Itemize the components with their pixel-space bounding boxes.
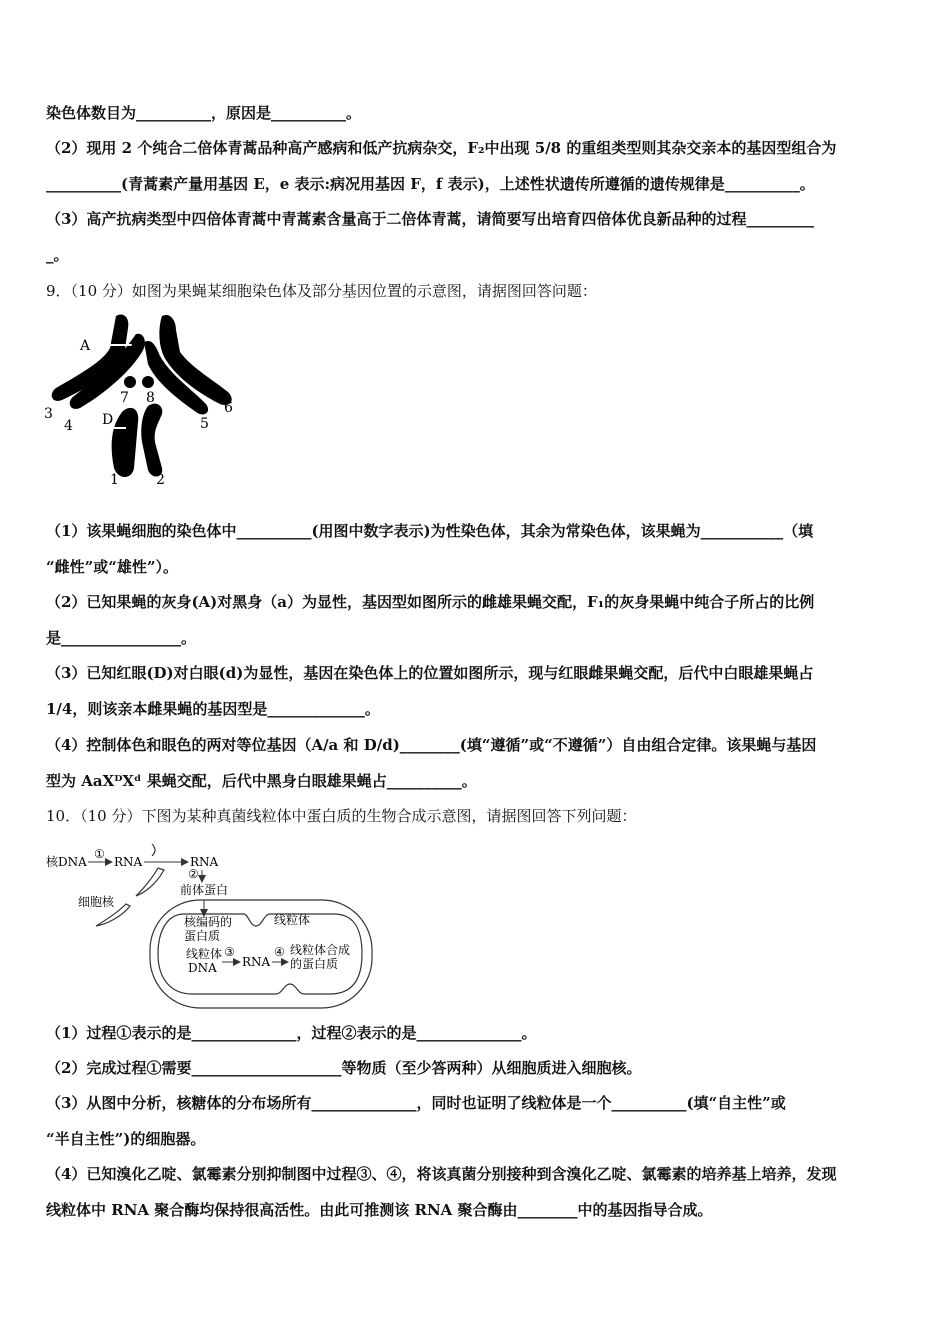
text-line: （2）现用 2 个纯合二倍体青蒿品种高产感病和低产抗病杂交，F₂中出现 5/8 的重组类型则其杂交亲本的基因型组合为 [46,139,837,157]
chromosome-figure [44,308,244,493]
step3-label: ③ [224,945,235,959]
q9-part3-line2: 1/4，则该亲本雌果蝇的基因型是_____________。 [46,700,380,718]
q10-part2: （2）完成过程①需要____________________等物质（至少答两种）从细胞质进入细胞核。 [46,1059,642,1077]
text-line: 染色体数目为__________，原因是__________。 [46,104,362,122]
chromosome-7 [124,376,136,388]
mito-dna-line2: DNA [188,961,217,975]
mito-protein-line2: 的蛋白质 [290,957,339,971]
label-2: 2 [156,472,165,488]
chromosome-8 [142,376,154,388]
label-3: 3 [44,406,53,422]
label-7: 7 [120,390,129,406]
label-4: 4 [64,418,73,434]
step4-label: ④ [274,945,285,959]
step1-label: ① [94,847,105,861]
label-6: 6 [224,400,233,416]
question-9-stem: 9．（10 分）如图为果蝇某细胞染色体及部分基因位置的示意图，请据图回答问题： [46,282,597,300]
mito-protein-line1: 线粒体合成 [290,943,351,957]
chromosome-2 [141,404,162,477]
step2-label: ② [188,867,199,881]
q9-part4-line2: 型为 AaXᴰXᵈ 果蝇交配，后代中黑身白眼雄果蝇占__________。 [46,772,477,790]
q10-part4-line1: （4）已知溴化乙啶、氯霉素分别抑制图中过程③、④，将该真菌分别接种到含溴化乙啶、氯霉素的培养基上培养，发现 [46,1165,837,1183]
q9-part4-line1: （4）控制体色和眼色的两对等位基因（A/a 和 D/d)________(填“遵循”或“不遵循”）自由组合定律。该果蝇与基因 [46,736,817,754]
label-8: 8 [146,390,155,406]
q10-part3-line1: （3）从图中分析，核糖体的分布场所有______________，同时也证明了线粒体是一个__________(填“自主性”或 [46,1094,786,1112]
rna1-label: RNA [114,855,143,869]
text-line: _。 [46,246,69,264]
chromosome-1 [112,408,139,477]
nucleus-label: 细胞核 [78,895,115,909]
q10-part3-line2: “半自主性”)的细胞器。 [46,1130,206,1148]
mitochondria-figure [44,842,374,1012]
mito-dna-line1: 线粒体 [186,947,223,961]
q10-part4-line2: 线粒体中 RNA 聚合酶均保持很高活性。由此可推测该 RNA 聚合酶由________中的基因指导合成。 [46,1201,713,1219]
label-1: 1 [110,472,119,488]
q9-part1-line1: （1）该果蝇细胞的染色体中__________(用图中数字表示)为性染色体，其余为常染色体，该果蝇为___________（填 [46,522,814,540]
precursor-protein-label: 前体蛋白 [180,883,229,897]
nuclear-dna-label: 核DNA [46,855,87,869]
gene-label-D: D [102,412,114,428]
q9-part1-line2: “雌性”或“雄性”）。 [46,558,179,576]
q9-part2-line2: 是________________。 [46,629,197,647]
q10-part1: （1）过程①表示的是______________，过程②表示的是______________。 [46,1024,537,1042]
gene-label-A: A [80,338,91,354]
question-10-stem: 10．（10 分）下图为某种真菌线粒体中蛋白质的生物合成示意图，请据图回答下列问题： [46,807,637,825]
text-line: （3）高产抗病类型中四倍体青蒿中青蒿素含量高于二倍体青蒿，请简要写出培育四倍体优良新品种的过程_________ [46,210,814,228]
text-line: __________(青蒿素产量用基因 E，e 表示:病况用基因 F，f 表示)，上述性状遗传所遵循的遗传规律是__________。 [46,175,815,193]
rna3-label: RNA [242,955,271,969]
nuclear-encoded-protein-line2: 蛋白质 [184,929,221,943]
gene-label-a: a [130,341,138,356]
rna2-label: RNA [190,855,219,869]
mitochondrion-label: 线粒体 [274,913,311,927]
q9-part2-line1: （2）已知果蝇的灰身(A)对黑身（a）为显性，基因型如图所示的雌雄果蝇交配，F₁的灰身果蝇中纯合子所占的比例 [46,593,815,611]
label-5: 5 [200,416,209,432]
nuclear-encoded-protein-line1: 核编码的 [184,915,233,929]
q9-part3-line1: （3）已知红眼(D)对白眼(d)为显性，基因在染色体上的位置如图所示，现与红眼雌果蝇交配，后代中白眼雄果蝇占 [46,664,814,682]
